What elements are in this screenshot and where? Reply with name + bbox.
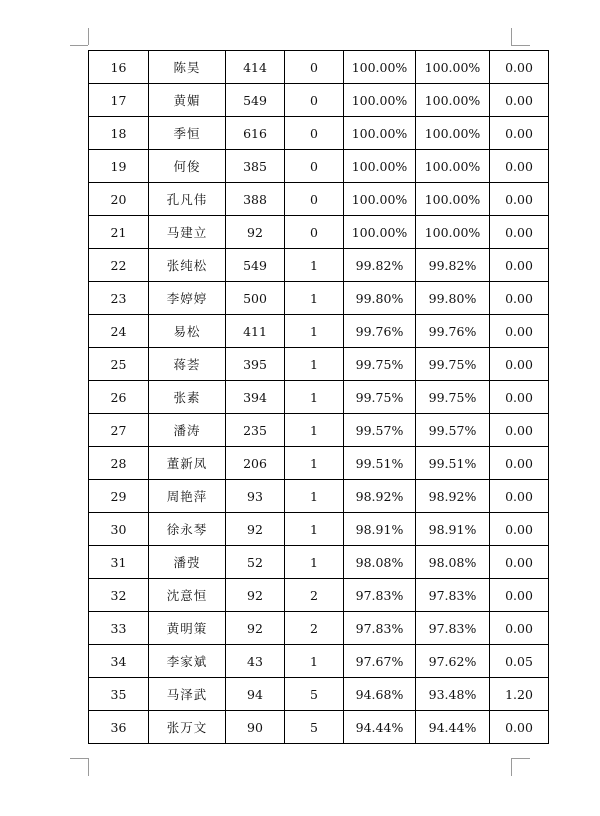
table-row — [89, 612, 549, 645]
table-row — [89, 315, 549, 348]
table-body — [89, 51, 549, 744]
cell-rate-b: 99.82% — [416, 249, 490, 282]
cell-rate-a: 100.00% — [344, 84, 416, 117]
cell-rate-a: 99.80% — [344, 282, 416, 315]
table-row — [89, 84, 549, 117]
cell-rate-a: 94.44% — [344, 711, 416, 744]
cell-score: 0.00 — [490, 348, 549, 381]
table-row — [89, 645, 549, 678]
cell-rate-a: 98.92% — [344, 480, 416, 513]
cell-deduct: 5 — [285, 711, 344, 744]
cell-score: 0.00 — [490, 447, 549, 480]
cell-score: 1.20 — [490, 678, 549, 711]
cell-score: 0.05 — [490, 645, 549, 678]
cell-score: 0.00 — [490, 150, 549, 183]
table-row — [89, 183, 549, 216]
cell-rate-a: 98.08% — [344, 546, 416, 579]
cell-rank: 32 — [89, 579, 149, 612]
crop-mark-top-left-h — [70, 45, 88, 46]
cell-deduct: 1 — [285, 315, 344, 348]
table-row — [89, 216, 549, 249]
cell-name: 季恒 — [149, 117, 226, 150]
cell-rate-a: 100.00% — [344, 150, 416, 183]
cell-rate-a: 97.83% — [344, 612, 416, 645]
table-row — [89, 51, 549, 84]
cell-name: 潘弢 — [149, 546, 226, 579]
cell-rate-b: 97.83% — [416, 612, 490, 645]
score-table — [88, 50, 549, 744]
cell-name: 蒋荟 — [149, 348, 226, 381]
crop-mark-bottom-right-v — [511, 758, 512, 776]
cell-rate-a: 99.82% — [344, 249, 416, 282]
cell-rate-a: 99.75% — [344, 381, 416, 414]
cell-rank: 24 — [89, 315, 149, 348]
cell-name: 张素 — [149, 381, 226, 414]
cell-rank: 35 — [89, 678, 149, 711]
cell-name: 黄明策 — [149, 612, 226, 645]
cell-name: 何俊 — [149, 150, 226, 183]
cell-deduct: 1 — [285, 513, 344, 546]
cell-rate-b: 98.92% — [416, 480, 490, 513]
cell-deduct: 0 — [285, 150, 344, 183]
cell-rate-a: 97.83% — [344, 579, 416, 612]
cell-rate-a: 99.75% — [344, 348, 416, 381]
cell-rate-a: 99.57% — [344, 414, 416, 447]
cell-deduct: 0 — [285, 117, 344, 150]
cell-name: 易松 — [149, 315, 226, 348]
cell-deduct: 2 — [285, 612, 344, 645]
cell-total: 395 — [226, 348, 285, 381]
cell-rate-b: 98.08% — [416, 546, 490, 579]
cell-rate-a: 94.68% — [344, 678, 416, 711]
cell-score: 0.00 — [490, 513, 549, 546]
cell-rate-b: 99.57% — [416, 414, 490, 447]
cell-name: 张万文 — [149, 711, 226, 744]
cell-deduct: 0 — [285, 84, 344, 117]
cell-rank: 33 — [89, 612, 149, 645]
cell-rate-b: 97.83% — [416, 579, 490, 612]
cell-total: 206 — [226, 447, 285, 480]
cell-rate-b: 100.00% — [416, 51, 490, 84]
cell-total: 52 — [226, 546, 285, 579]
table-row — [89, 447, 549, 480]
cell-rate-a: 97.67% — [344, 645, 416, 678]
cell-rate-a: 99.51% — [344, 447, 416, 480]
cell-deduct: 1 — [285, 381, 344, 414]
cell-rank: 20 — [89, 183, 149, 216]
cell-score: 0.00 — [490, 612, 549, 645]
cell-rate-a: 100.00% — [344, 51, 416, 84]
crop-mark-top-left-v — [88, 28, 89, 45]
cell-deduct: 1 — [285, 348, 344, 381]
cell-total: 235 — [226, 414, 285, 447]
cell-total: 92 — [226, 612, 285, 645]
cell-score: 0.00 — [490, 315, 549, 348]
cell-rate-b: 99.76% — [416, 315, 490, 348]
table-row — [89, 117, 549, 150]
table-row — [89, 579, 549, 612]
cell-name: 黄媚 — [149, 84, 226, 117]
cell-rate-b: 98.91% — [416, 513, 490, 546]
cell-name: 李家斌 — [149, 645, 226, 678]
cell-rank: 17 — [89, 84, 149, 117]
cell-rate-b: 97.62% — [416, 645, 490, 678]
cell-rank: 34 — [89, 645, 149, 678]
crop-mark-bottom-right-h — [511, 758, 530, 759]
cell-name: 孔凡伟 — [149, 183, 226, 216]
cell-deduct: 1 — [285, 414, 344, 447]
cell-rank: 26 — [89, 381, 149, 414]
crop-mark-bottom-left-v — [88, 758, 89, 776]
cell-rank: 23 — [89, 282, 149, 315]
cell-rank: 31 — [89, 546, 149, 579]
cell-rate-a: 100.00% — [344, 183, 416, 216]
cell-rank: 36 — [89, 711, 149, 744]
cell-deduct: 2 — [285, 579, 344, 612]
table-row — [89, 249, 549, 282]
crop-mark-bottom-left-h — [70, 758, 88, 759]
cell-score: 0.00 — [490, 414, 549, 447]
cell-score: 0.00 — [490, 711, 549, 744]
table-row — [89, 513, 549, 546]
cell-rate-b: 100.00% — [416, 84, 490, 117]
table-row — [89, 480, 549, 513]
cell-rate-b: 100.00% — [416, 216, 490, 249]
cell-rank: 21 — [89, 216, 149, 249]
cell-total: 500 — [226, 282, 285, 315]
cell-score: 0.00 — [490, 480, 549, 513]
cell-name: 马泽武 — [149, 678, 226, 711]
cell-total: 414 — [226, 51, 285, 84]
cell-deduct: 5 — [285, 678, 344, 711]
cell-deduct: 1 — [285, 645, 344, 678]
cell-score: 0.00 — [490, 51, 549, 84]
cell-name: 徐永琴 — [149, 513, 226, 546]
cell-total: 93 — [226, 480, 285, 513]
cell-rank: 22 — [89, 249, 149, 282]
cell-name: 沈意恒 — [149, 579, 226, 612]
cell-rate-a: 98.91% — [344, 513, 416, 546]
cell-name: 马建立 — [149, 216, 226, 249]
cell-total: 385 — [226, 150, 285, 183]
cell-rate-b: 99.75% — [416, 381, 490, 414]
cell-total: 549 — [226, 84, 285, 117]
cell-rank: 28 — [89, 447, 149, 480]
table-row — [89, 711, 549, 744]
cell-rate-b: 99.51% — [416, 447, 490, 480]
cell-rank: 29 — [89, 480, 149, 513]
cell-score: 0.00 — [490, 381, 549, 414]
cell-total: 94 — [226, 678, 285, 711]
cell-total: 92 — [226, 216, 285, 249]
cell-rate-b: 99.80% — [416, 282, 490, 315]
cell-rank: 25 — [89, 348, 149, 381]
cell-total: 90 — [226, 711, 285, 744]
cell-rate-b: 99.75% — [416, 348, 490, 381]
cell-score: 0.00 — [490, 183, 549, 216]
cell-deduct: 0 — [285, 183, 344, 216]
crop-mark-top-right-v — [511, 28, 512, 45]
cell-score: 0.00 — [490, 117, 549, 150]
cell-total: 549 — [226, 249, 285, 282]
cell-rank: 16 — [89, 51, 149, 84]
cell-rate-a: 100.00% — [344, 216, 416, 249]
cell-rate-a: 99.76% — [344, 315, 416, 348]
cell-total: 388 — [226, 183, 285, 216]
cell-deduct: 1 — [285, 447, 344, 480]
cell-name: 张纯松 — [149, 249, 226, 282]
cell-rank: 18 — [89, 117, 149, 150]
cell-name: 潘涛 — [149, 414, 226, 447]
cell-rank: 27 — [89, 414, 149, 447]
crop-mark-top-right-h — [511, 45, 530, 46]
cell-total: 394 — [226, 381, 285, 414]
cell-rate-b: 100.00% — [416, 150, 490, 183]
cell-rate-b: 93.48% — [416, 678, 490, 711]
cell-total: 92 — [226, 579, 285, 612]
cell-deduct: 1 — [285, 282, 344, 315]
cell-total: 92 — [226, 513, 285, 546]
cell-score: 0.00 — [490, 282, 549, 315]
cell-rate-b: 100.00% — [416, 117, 490, 150]
cell-deduct: 0 — [285, 216, 344, 249]
cell-rank: 19 — [89, 150, 149, 183]
cell-score: 0.00 — [490, 249, 549, 282]
cell-deduct: 0 — [285, 51, 344, 84]
cell-rate-a: 100.00% — [344, 117, 416, 150]
table-row — [89, 678, 549, 711]
cell-deduct: 1 — [285, 480, 344, 513]
cell-score: 0.00 — [490, 216, 549, 249]
cell-score: 0.00 — [490, 579, 549, 612]
table-row — [89, 348, 549, 381]
table-row — [89, 150, 549, 183]
table-row — [89, 546, 549, 579]
table-row — [89, 282, 549, 315]
cell-rate-b: 94.44% — [416, 711, 490, 744]
table-row — [89, 414, 549, 447]
cell-name: 李婷婷 — [149, 282, 226, 315]
cell-total: 411 — [226, 315, 285, 348]
cell-score: 0.00 — [490, 84, 549, 117]
cell-name: 周艳萍 — [149, 480, 226, 513]
table-row — [89, 381, 549, 414]
cell-total: 43 — [226, 645, 285, 678]
cell-deduct: 1 — [285, 546, 344, 579]
cell-name: 董新凤 — [149, 447, 226, 480]
cell-total: 616 — [226, 117, 285, 150]
cell-rate-b: 100.00% — [416, 183, 490, 216]
cell-score: 0.00 — [490, 546, 549, 579]
cell-name: 陈昊 — [149, 51, 226, 84]
cell-rank: 30 — [89, 513, 149, 546]
cell-deduct: 1 — [285, 249, 344, 282]
